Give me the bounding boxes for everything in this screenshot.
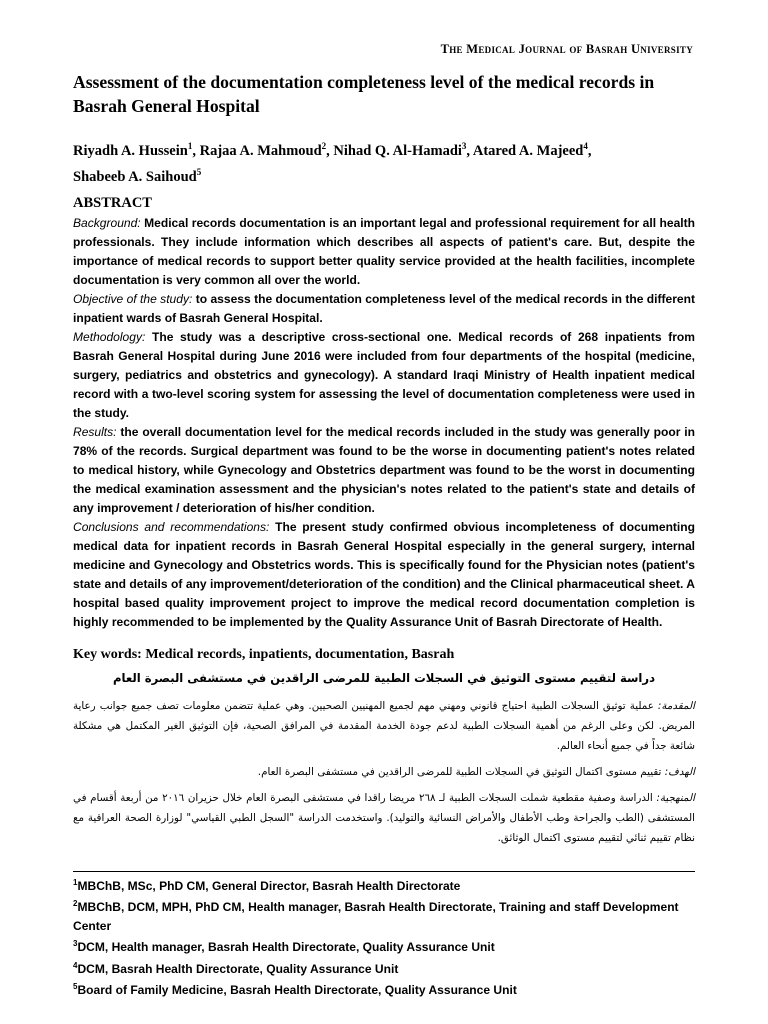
footnote [73,874,695,895]
author-name: Riyadh A. Hussein [73,142,188,159]
author-list: Riyadh A. Hussein$^1$, Rajaa A. Mahmoud$^2$, Nihad Q. Al-Hamadi$^3$, Atared A. Majeed$^4$, Shabeeb A. Saihoud$^5$ [73,141,592,185]
section-label: الهدف: [664,766,695,778]
author-name: Atared A. Majeed [472,142,584,159]
arabic-introduction [73,696,695,756]
author-affiliation-mark: 2 [321,141,327,151]
abstract-methodology [73,328,695,423]
footnote-text: MBChB, DCM, MPH, PhD CM, Health manager, Basrah Health Directorate, Training and staff Development Center [73,900,679,933]
footnote [73,978,695,999]
keywords: Key words: Medical records, inpatients, documentation, Basrah [73,647,455,662]
section-label: Background: [73,216,141,230]
footnote-text: MBChB, MSc, PhD CM, General Director, Basrah Health Directorate [77,879,461,894]
author-affiliation-mark: 5 [196,166,202,177]
footnote-text: DCM, Health manager, Basrah Health Directorate, Quality Assurance Unit [77,940,495,955]
section-label: Conclusions and recommendations: [73,520,270,534]
section-label: Methodology: [73,330,146,344]
section-text: Medical records documentation is an important legal and professional requirement for all health professionals. They include information which describes all aspects of patient's care. But, despite the importance of medical records to support better quality service provided at the health facilities, incomplete documentation is very common all over the world. [73,216,695,287]
section-text: to assess the documentation completeness level of the medical records in the different inpatient wards of Basrah General Hospital. [73,292,695,325]
footnote-mark: 4 [73,960,78,970]
footnote-mark: 3 [73,939,78,949]
footnote-mark: 2 [73,899,78,909]
footnote-mark: 1 [73,878,78,887]
abstract-body [73,214,695,632]
section-text: الدراسة وصفية مقطعية شملت السجلات الطبية لـ ٢٦٨ مريضا راقدا في مستشفى البصرة العام خلال حزيران ٢٠١٦ من أربعة أقسام في المستشفى (الطب والجراحة وطب الأطفال والأمراض النسائية والتوليد). واستخدمت الدراسة "السجل الطبي القياسي" لوزارة الصحة العراقية مع نظام تقييم ثنائي لتقييم مستوى اكتمال الوثائق. [73,792,695,844]
section-label: المقدمة: [657,700,695,712]
footnote [73,895,695,935]
abstract-conclusions [73,518,695,632]
footnote [73,935,695,956]
author-name: Rajaa A. Mahmoud [199,142,322,159]
section-text: The study was a descriptive cross-sectional one. Medical records of 268 inpatients from Basrah General Hospital during June 2016 were included from four departments of the hospital (medicine, surgery, pediatrics and obstetrics and gynecology). A standard Iraqi Ministry of Health inpatient medical record with a two-level scoring system for assessing the level of documentation completeness were used in the study. [73,330,695,420]
arabic-title: دراسة لتقييم مستوى التوثيق في السجلات الطبية للمرضى الراقدين في مستشفى البصرة العام [112,671,656,685]
abstract-results [73,423,695,518]
footnote [73,957,695,978]
section-text: the overall documentation level for the medical records included in the study was generally poor in 78% of the records. Surgical department was found to be the worse in documenting patient's notes related to medical history, while Gynecology and Obstetrics department was found to be the worst in documenting the medical examination assessment and the physician's notes related to the patient's state and details of any improvement / deterioration of his/her condition. [73,425,695,515]
section-label: المنهجية: [656,792,695,804]
arabic-abstract [73,668,695,854]
author-affiliation-mark: 3 [461,141,467,151]
footnote-text: Board of Family Medicine, Basrah Health Directorate, Quality Assurance Unit [77,983,517,998]
journal-header: The Medical Journal of Basrah University [440,42,693,56]
abstract-objective [73,290,695,328]
abstract-background [73,214,695,290]
footnote-divider [73,871,695,872]
section-text: عملية توثيق السجلات الطبية احتياج قانوني ومهني مهم لجميع المهنيين الصحيين. وهي عملية تتضمن معلومات تصف جميع جوانب رعاية المريض. لكن وعلى الرغم من أهمية السجلات الطبية لدعم جودة الخدمة المقدمة في المرافق الصحية، فإن التوثيق الغير المكتمل هي مشكلة شائعة جداً في جميع أنحاء العالم. [73,700,695,752]
article-title: Assessment of the documentation completeness level of the medical records in Basrah General Hospital [73,72,655,116]
arabic-methodology [73,788,695,848]
author-name: Nihad Q. Al-Hamadi [333,142,462,159]
footnote-text: DCM, Basrah Health Directorate, Quality Assurance Unit [77,961,399,976]
author-name: Shabeeb A. Saihoud [73,168,197,185]
affiliation-footnotes [73,874,695,1000]
section-label: Results: [73,425,117,439]
section-text: The present study confirmed obvious incompleteness of documenting medical data for inpatient records in Basrah General Hospital especially in the general surgery, internal medicine and Gynecology and Obstetrics words. This is specifically found for the Physician notes (patient's state and details of any improvement/deterioration of the condition) and the Clinical pharmaceutical sheet. A hospital based quality improvement project to improve the medical record documentation completion is highly recommended to be implemented by the Quality Assurance Unit of Basrah Directorate of Health. [73,520,695,629]
footnote-mark: 5 [73,982,78,992]
arabic-objective [73,762,695,782]
section-text: تقييم مستوى اكتمال التوثيق في السجلات الطبية للمرضى الراقدين في مستشفى البصرة العام. [257,766,662,778]
abstract-heading: ABSTRACT [73,195,152,211]
section-label: Objective of the study: [73,292,193,306]
author-affiliation-mark: 1 [187,141,193,151]
author-affiliation-mark: 4 [583,141,588,151]
